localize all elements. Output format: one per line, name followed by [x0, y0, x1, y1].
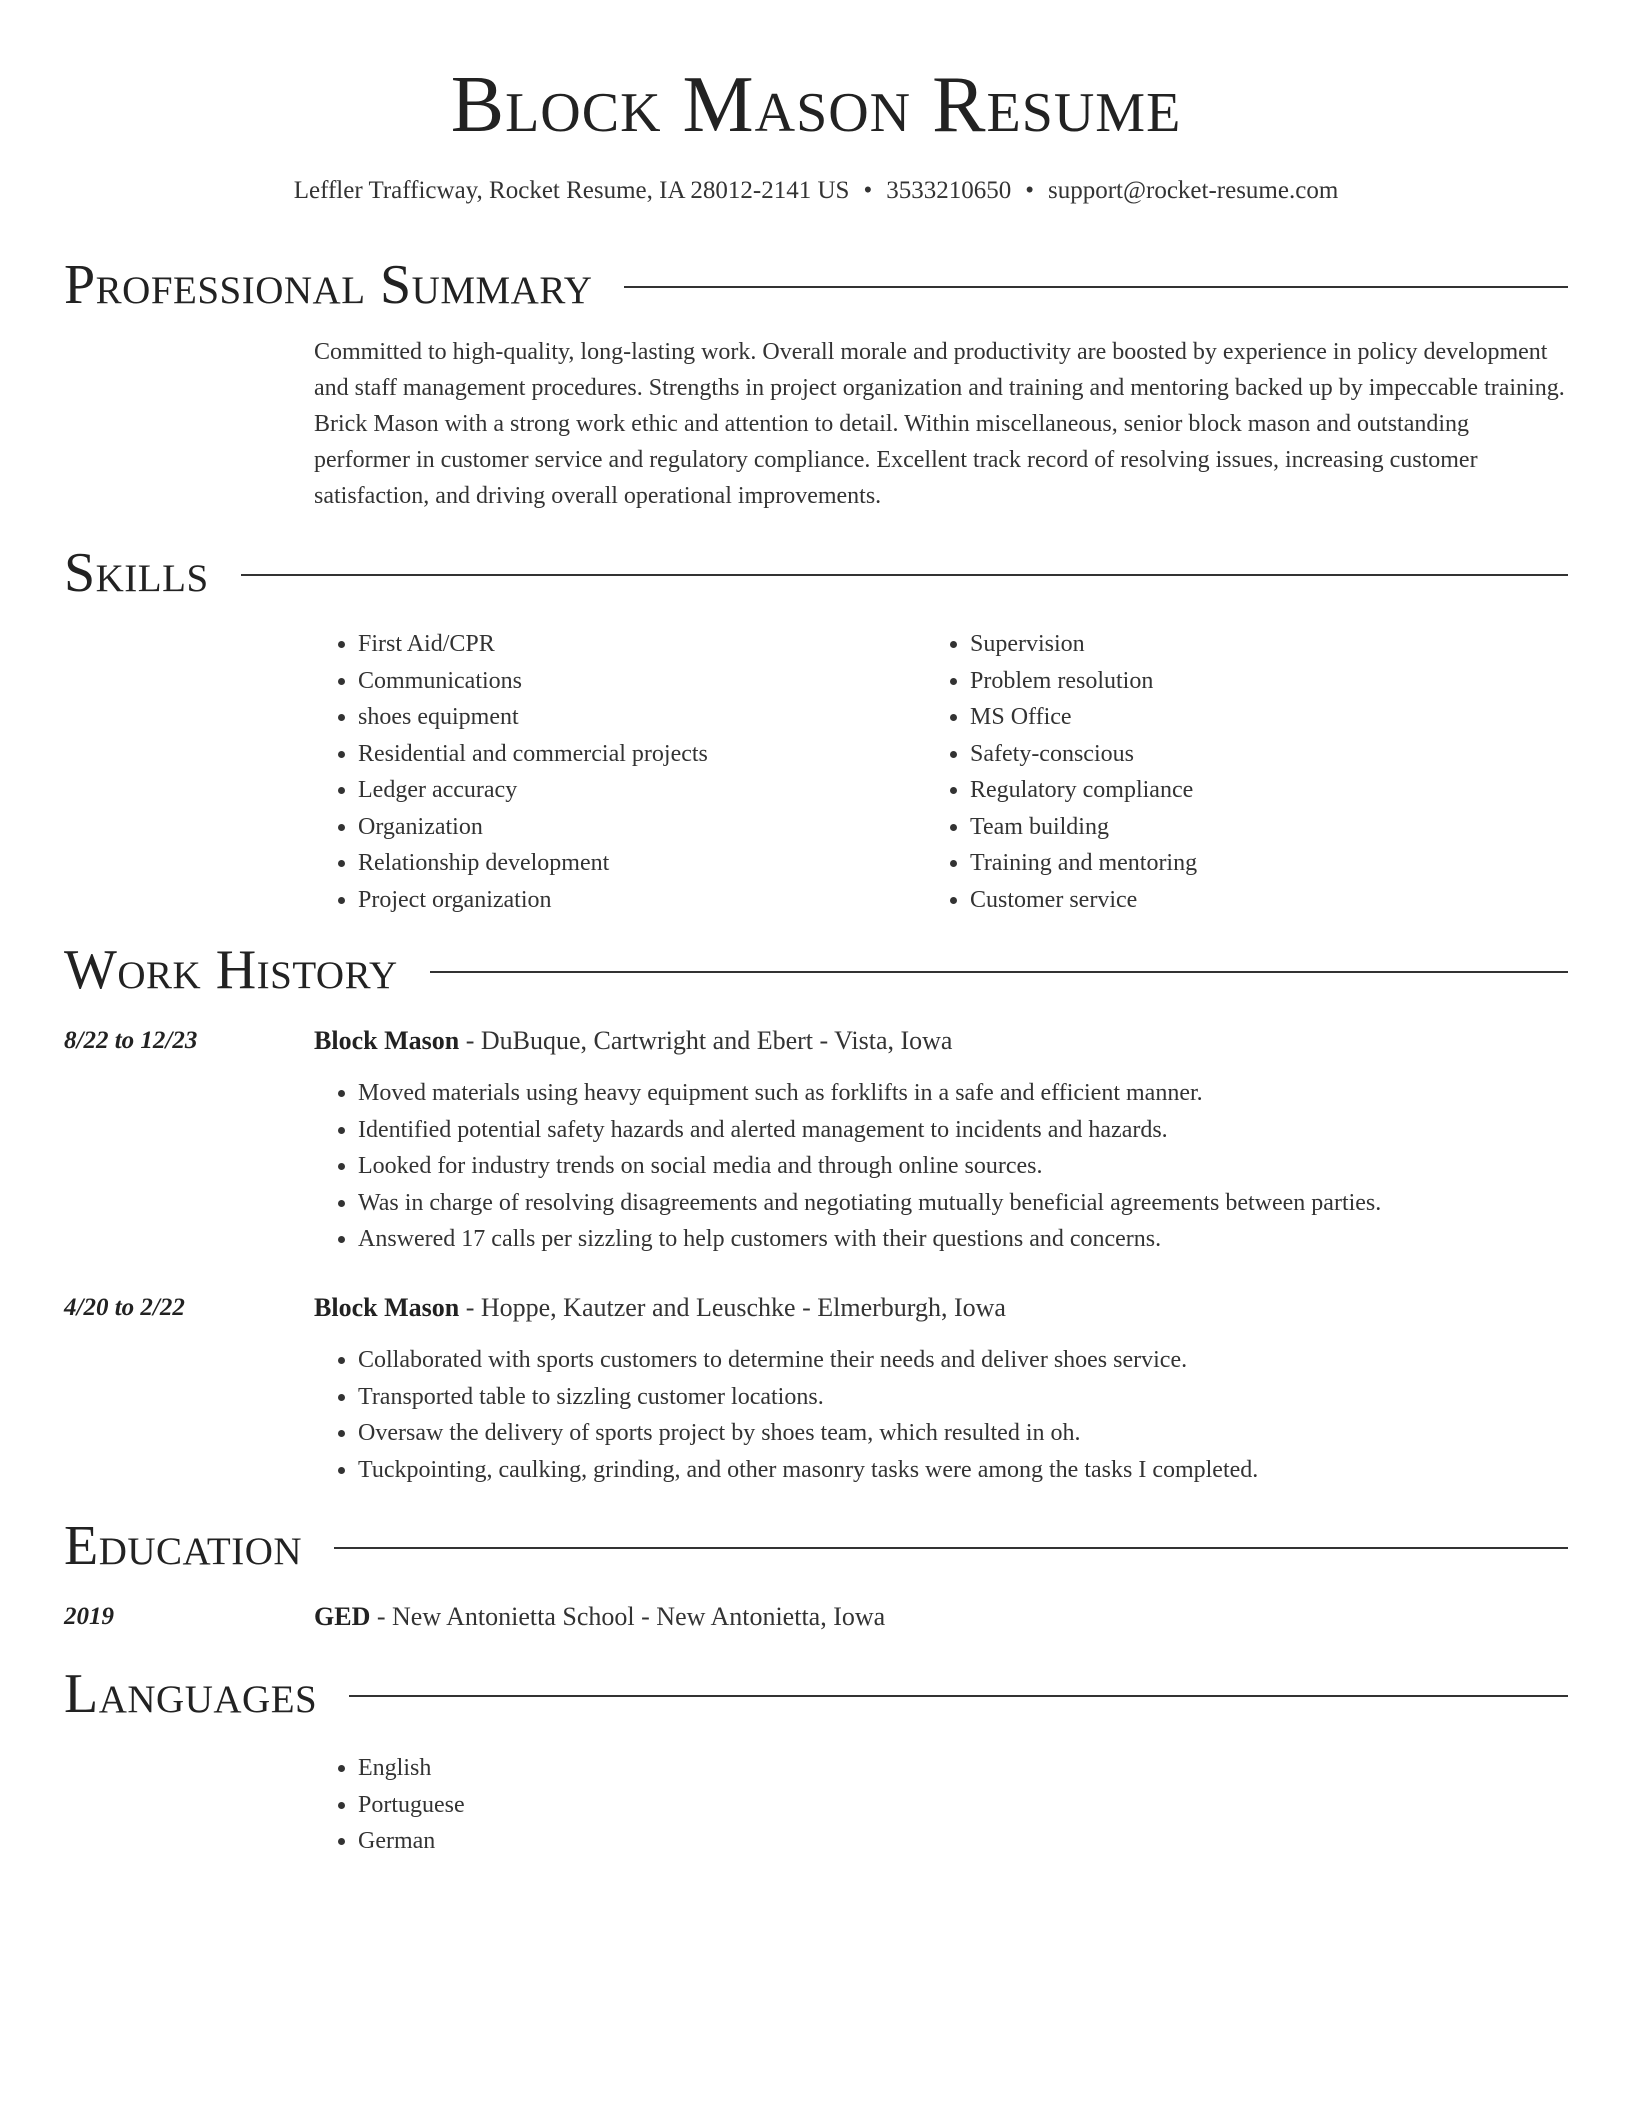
skill-item: • Relationship development: [358, 845, 874, 882]
education-school: - New Antonietta School - New Antonietta, Iowa: [370, 1602, 886, 1631]
languages-heading: Languages: [64, 1663, 318, 1725]
contact-line: [0, 174, 1632, 208]
section-divider: [624, 286, 1568, 288]
job-duty: • Transported table to sizzling customer locations.: [358, 1379, 1568, 1416]
education-line: [314, 1599, 1568, 1635]
job-employer: - DuBuque, Cartwright and Ebert - Vista, Iowa: [459, 1026, 953, 1055]
work-section-header: [64, 938, 1568, 1002]
language-item: • German: [358, 1823, 1568, 1860]
resume-title: Block Mason Resume: [450, 61, 1182, 149]
job-duty: • Collaborated with sports customers to determine their needs and deliver shoes service.: [358, 1342, 1568, 1379]
work-heading: Work History: [64, 939, 398, 1001]
skill-item: • MS Office: [970, 699, 1486, 736]
skills-right-column: [926, 626, 1486, 918]
contact-email[interactable]: support@rocket-resume.com: [1047, 177, 1339, 204]
job-title-line: [314, 1290, 1568, 1326]
skill-item: • First Aid/CPR: [358, 626, 874, 663]
skill-item: • Project organization: [358, 882, 874, 919]
job-role: Block Mason: [314, 1026, 460, 1055]
summary-text: Committed to high-quality, long-lasting work. Overall morale and productivity are boosted by experience in policy development and staff management procedures. Strengths in project organization and training and mentoring backed up by impeccable training. Brick Mason with a strong work ethic and attention to detail. Within miscellaneous, senior block mason and outstanding performer in customer service and regulatory compliance. Excellent track record of resolving issues, increasing customer satisfaction, and driving overall operational improvements.: [314, 339, 1565, 509]
skills-left-column: [314, 626, 874, 918]
job-duties: [314, 1342, 1568, 1488]
job-duties: [314, 1075, 1568, 1258]
job-role: Block Mason: [314, 1293, 460, 1322]
job-duty: • Tuckpointing, caulking, grinding, and other masonry tasks were among the tasks I completed.: [358, 1452, 1568, 1489]
skill-item: • Problem resolution: [970, 663, 1486, 700]
skill-item: • Communications: [358, 663, 874, 700]
skills-section-header: [64, 541, 1568, 605]
summary-heading: Professional Summary: [64, 254, 593, 316]
education-degree: GED: [314, 1602, 371, 1631]
education-section-header: [64, 1514, 1568, 1578]
job-dates: 4/20 to 2/22: [64, 1294, 185, 1321]
skill-item: • shoes equipment: [358, 699, 874, 736]
skill-item: • Residential and commercial projects: [358, 736, 874, 773]
job-title-line: [314, 1023, 1568, 1059]
contact-phone: 3533210650: [886, 177, 1012, 204]
languages-section-header: [64, 1662, 1568, 1726]
skill-item: • Organization: [358, 809, 874, 846]
section-divider: [334, 1547, 1568, 1549]
section-divider: [241, 574, 1568, 576]
job-dates: 8/22 to 12/23: [64, 1027, 198, 1054]
skills-heading: Skills: [64, 542, 209, 604]
education-heading: Education: [64, 1515, 303, 1577]
contact-separator: •: [1025, 177, 1034, 204]
skill-item: • Regulatory compliance: [970, 772, 1486, 809]
job-duty: • Looked for industry trends on social media and through online sources.: [358, 1148, 1568, 1185]
job-duty: • Moved materials using heavy equipment such as forklifts in a safe and efficient manner.: [358, 1075, 1568, 1112]
job-duty: • Was in charge of resolving disagreements and negotiating mutually beneficial agreements between parties.: [358, 1185, 1568, 1222]
summary-section-header: [64, 253, 1568, 317]
contact-address: Leffler Trafficway, Rocket Resume, IA 28012-2141 US: [293, 177, 850, 204]
languages-list: [314, 1750, 1568, 1860]
skill-item: • Training and mentoring: [970, 845, 1486, 882]
job-duty: • Identified potential safety hazards and alerted management to incidents and hazards.: [358, 1112, 1568, 1149]
job-employer: - Hoppe, Kautzer and Leuschke - Elmerburgh, Iowa: [459, 1293, 1006, 1322]
skill-item: • Customer service: [970, 882, 1486, 919]
job-duty: • Oversaw the delivery of sports project by shoes team, which resulted in oh.: [358, 1415, 1568, 1452]
education-year: 2019: [64, 1603, 114, 1630]
language-item: • English: [358, 1750, 1568, 1787]
language-item: • Portuguese: [358, 1787, 1568, 1824]
section-divider: [430, 971, 1568, 973]
contact-separator: •: [863, 177, 873, 204]
section-divider: [349, 1695, 1568, 1697]
skill-item: • Safety-conscious: [970, 736, 1486, 773]
skill-item: • Supervision: [970, 626, 1486, 663]
skill-item: • Team building: [970, 809, 1486, 846]
job-duty: • Answered 17 calls per sizzling to help customers with their questions and concerns.: [358, 1221, 1568, 1258]
skill-item: • Ledger accuracy: [358, 772, 874, 809]
